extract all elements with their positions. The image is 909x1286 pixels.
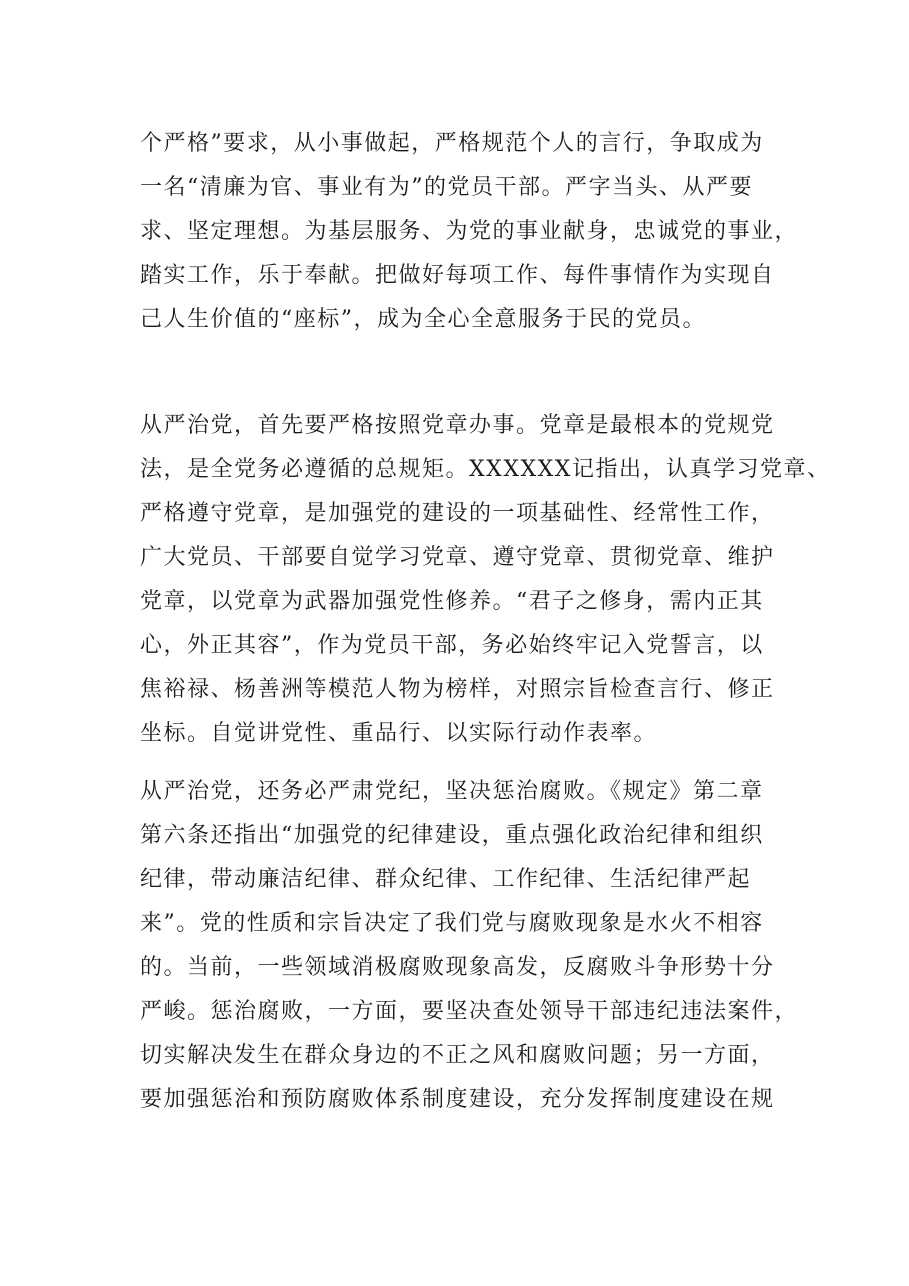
text-line: 法，是全党务必遵循的总规矩。XXXXXX记指出，认真学习党章、 bbox=[140, 457, 831, 482]
text-line: 的。当前，一些领域消极腐败现象高发，反腐败斗争形势十分 bbox=[140, 955, 775, 980]
text-line: 来”。党的性质和宗旨决定了我们党与腐败现象是水火不相容 bbox=[140, 911, 764, 936]
text-line: 纪律，带动廉洁纪律、群众纪律、工作纪律、生活纪律严起 bbox=[140, 867, 752, 892]
paragraph-3 bbox=[140, 770, 799, 1122]
text-line: 广大党员、干部要自觉学习党章、遵守党章、贯彻党章、维护 bbox=[140, 545, 775, 570]
text-line: 严格遵守党章，是加强党的建设的一项基础性、经常性工作， bbox=[140, 501, 775, 526]
text-line: 一名“清廉为官、事业有为”的党员干部。严字当头、从严要 bbox=[140, 175, 753, 200]
text-line: 从严治党，还务必严肃党纪，坚决惩治腐败。《规定》第二章 bbox=[140, 779, 764, 804]
text-line: 踏实工作，乐于奉献。把做好每项工作、每件事情作为实现自 bbox=[140, 263, 775, 288]
text-line: 党章，以党章为武器加强党性修养。“君子之修身，需内正其 bbox=[140, 589, 764, 614]
paragraph-1 bbox=[140, 122, 799, 342]
text-line: 严峻。惩治腐败，一方面，要坚决查处领导干部违纪违法案件， bbox=[140, 999, 799, 1024]
text-line: 切实解决发生在群众身边的不正之风和腐败问题；另一方面， bbox=[140, 1043, 775, 1068]
text-line: 第六条还指出“加强党的纪律建设，重点强化政治纪律和组织 bbox=[140, 823, 764, 848]
text-line: 坐标。自觉讲党性、重品行、以实际行动作表率。 bbox=[140, 721, 658, 746]
text-line: 己人生价值的“座标”，成为全心全意服务于民的党员。 bbox=[140, 307, 706, 332]
text-line: 个严格”要求，从小事做起，严格规范个人的言行，争取成为 bbox=[140, 131, 764, 156]
text-line: 焦裕禄、杨善洲等模范人物为榜样，对照宗旨检查言行、修正 bbox=[140, 677, 775, 702]
text-line: 要加强惩治和预防腐败体系制度建设，充分发挥制度建设在规 bbox=[140, 1087, 775, 1112]
text-line: 求、坚定理想。为基层服务、为党的事业献身，忠诚党的事业， bbox=[140, 219, 799, 244]
paragraph-2 bbox=[140, 404, 831, 756]
text-line: 心，外正其容”，作为党员干部，务必始终牢记入党誓言，以 bbox=[140, 633, 764, 658]
text-line: 从严治党，首先要严格按照党章办事。党章是最根本的党规党 bbox=[140, 413, 775, 438]
